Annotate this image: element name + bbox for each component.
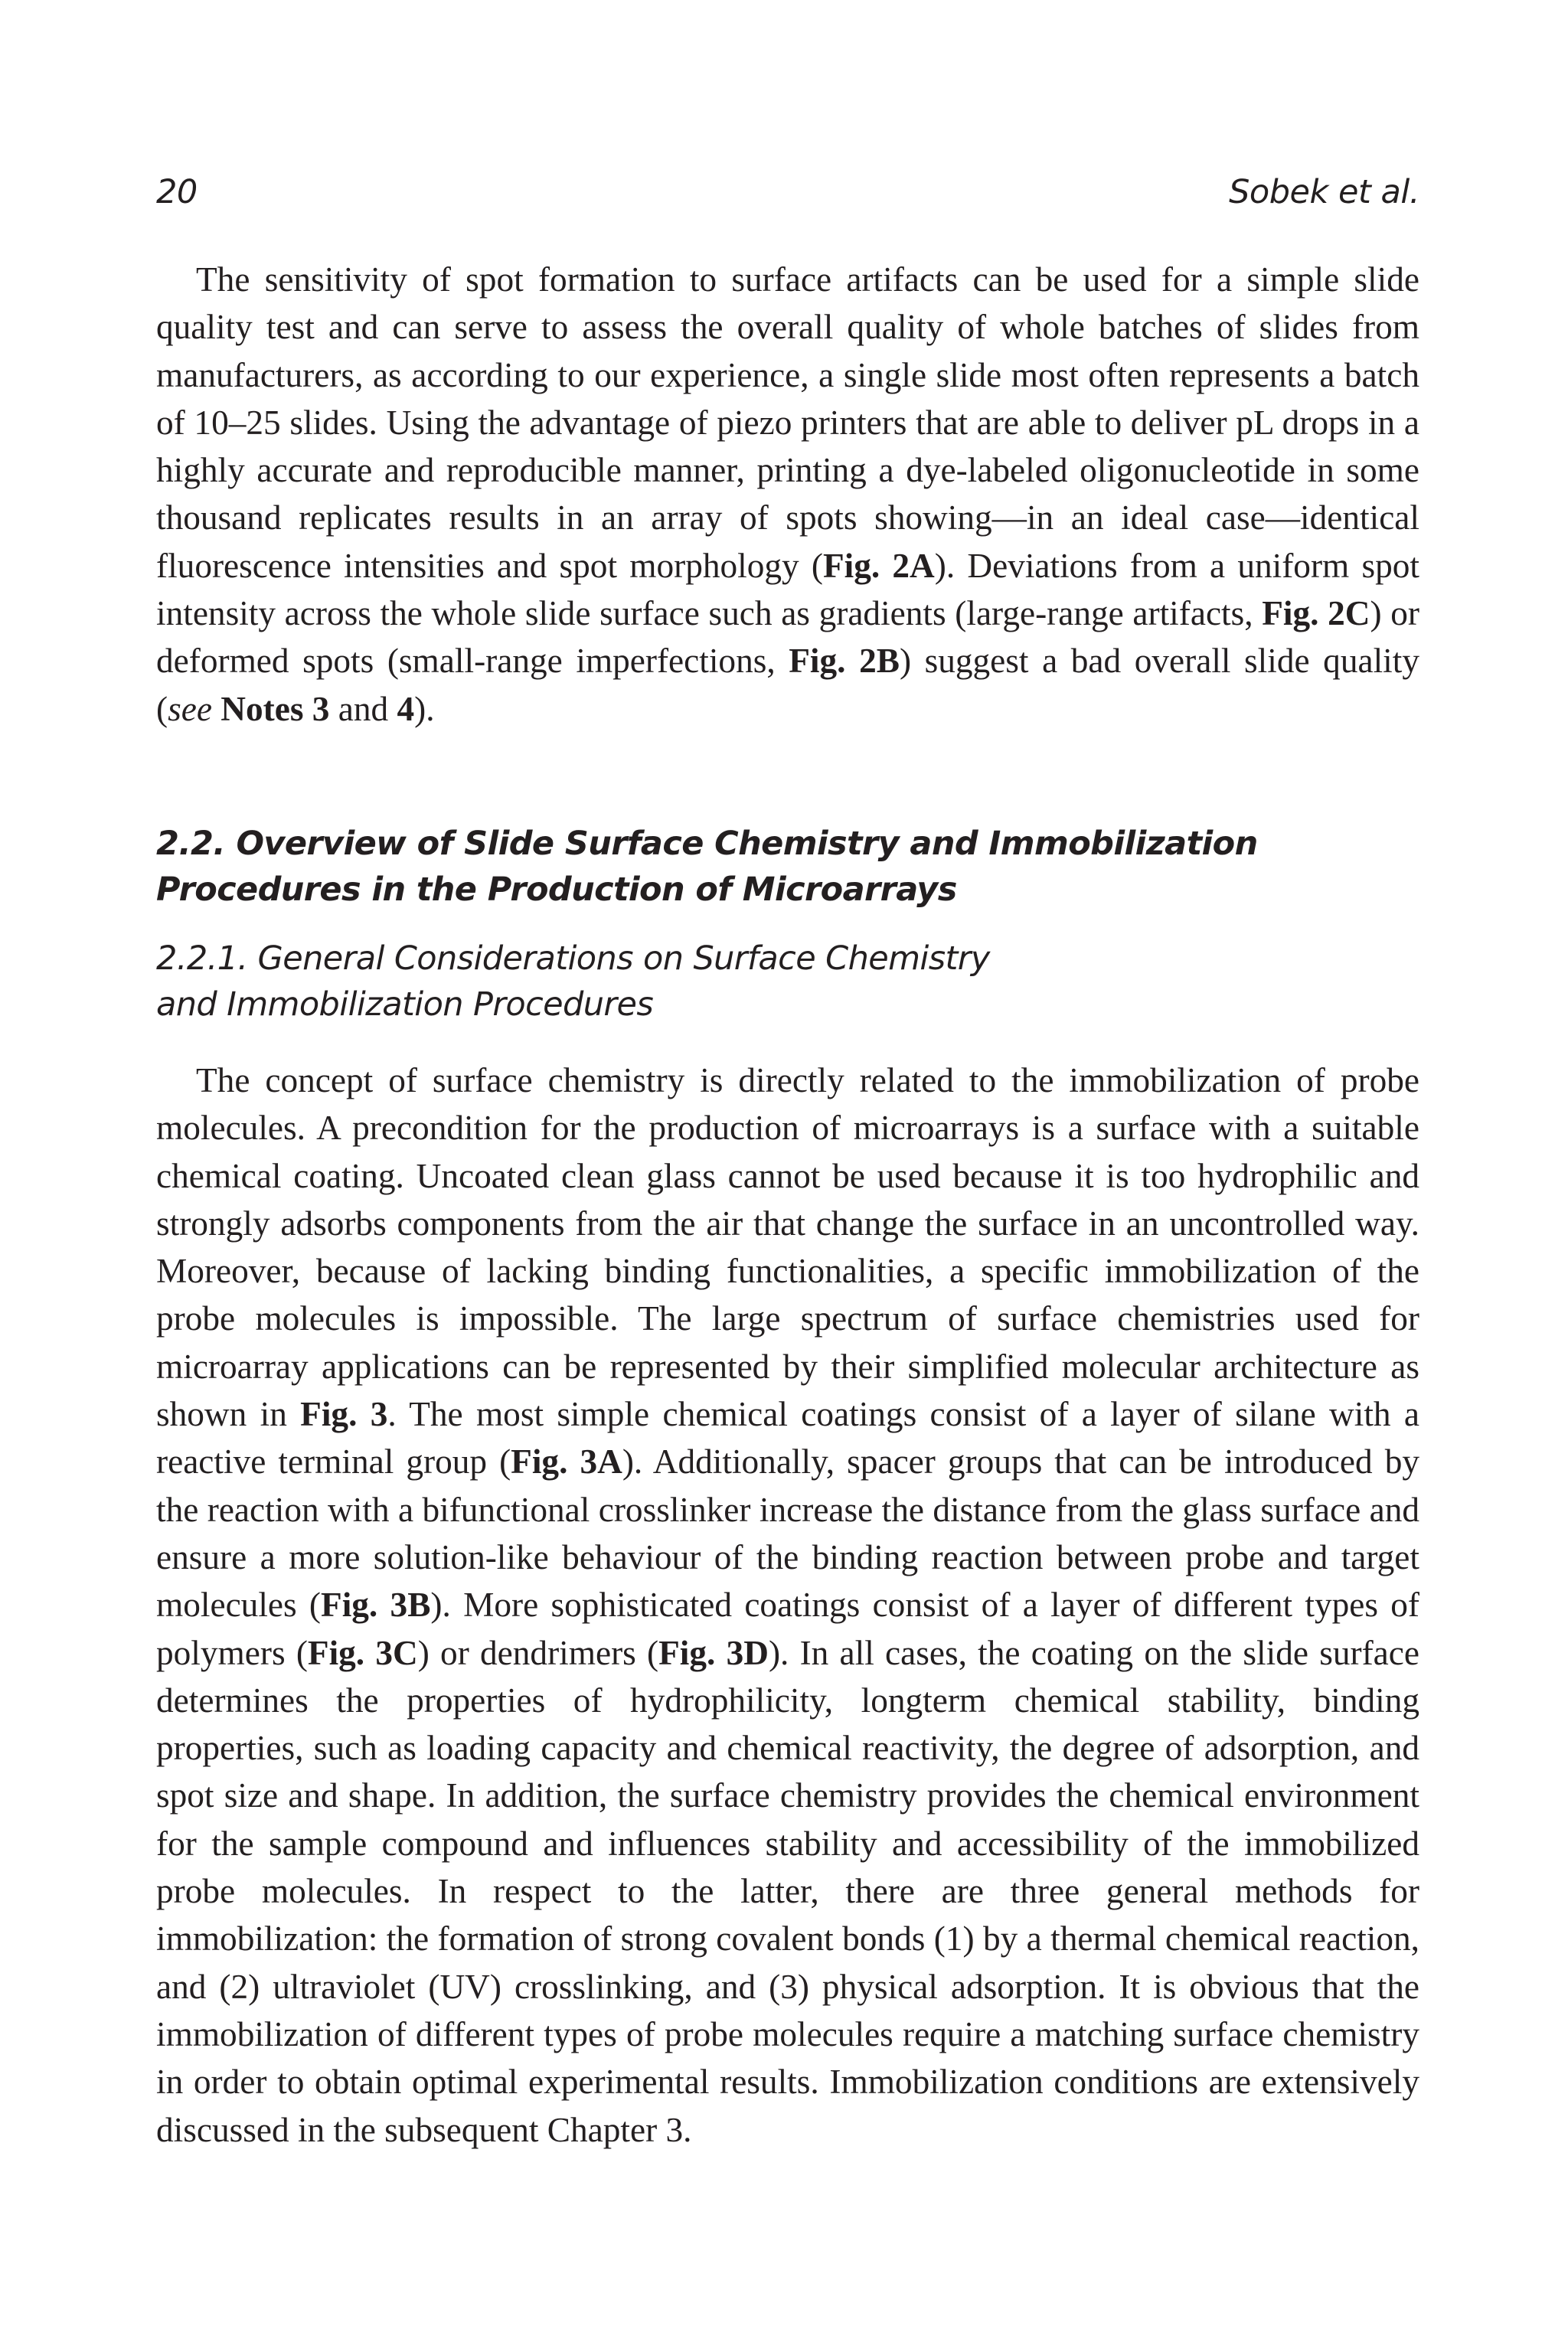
text-run: The sensitivity of spot formation to surface artifacts can be used for a simple slide quality test and can serve to assess the overall quality of whole batches of slides from manufacturers, as according to our experience, a single slide most often represents a batch of 10–25 slides. Using the advantage of piezo printers that are able to deliver pL drops in a highly accurate and reproducible manner, printing a dye-labeled oligonucleotide in some thousand replicates results in an array of spots showing—in an ideal case—identical fluorescence intensities and spot morphology ( [156, 260, 1419, 585]
figure-reference: Fig. 3C [307, 1633, 418, 1672]
paragraph-surface-chemistry [156, 1057, 1419, 2154]
figure-reference: Notes 3 [220, 689, 330, 728]
text-run: ). [414, 689, 435, 728]
text-run: ). More sophisticated coatings consist of a layer of different types of polymers ( [156, 1586, 1419, 1672]
figure-reference: Fig. 3B [321, 1586, 431, 1625]
section-heading-line-1: 2.2. Overview of Slide Surface Chemistry and Immobilization [156, 825, 1258, 863]
text-run: ) or dendrimers ( [417, 1633, 659, 1672]
running-head-authors: Sobek et al. [1229, 173, 1419, 211]
figure-reference: Fig. 3 [300, 1395, 388, 1434]
figure-reference: Fig. 2B [789, 642, 900, 681]
text-run: ) or deformed spots (small-range imperfections, [156, 594, 1419, 681]
text-run: ). Deviations from a uniform spot intensity across the whole slide surface such as gradients (large-range artifacts, [156, 546, 1419, 633]
figure-reference: Fig. 3D [658, 1633, 769, 1672]
subsection-heading [156, 936, 1419, 1027]
page-number: 20 [156, 173, 198, 211]
figure-reference: Fig. 2A [822, 546, 935, 585]
figure-reference: Fig. 2C [1262, 594, 1370, 633]
italic-text: see [168, 689, 212, 728]
section-heading-line-2: Procedures in the Production of Microarrays [156, 871, 957, 909]
text-run: ). Additionally, spacer groups that can be introduced by the reaction with a bifunctional crosslinker increase the distance from the glass surface and ensure a more solution-like behaviour of the binding reaction between probe and target molecules ( [156, 1442, 1419, 1625]
paragraph-slide-quality [156, 256, 1419, 733]
running-head [156, 173, 1419, 219]
text-run: The concept of surface chemistry is directly related to the immobilization of probe molecules. A precondition for the production of microarrays is a surface with a suitable chemical coating. Uncoated clean glass cannot be used because it is too hydrophilic and strongly adsorbs components from the air that change the surface in an uncontrolled way. Moreover, because of lacking binding functionalities, a specific immobilization of the probe molecules is impossible. The large spectrum of surface chemistries used for microarray applications can be represented by their simplified molecular architecture as shown in [156, 1061, 1419, 1434]
text-run: and [329, 689, 397, 728]
subsection-heading-line-1: 2.2.1. General Considerations on Surface Chemistry [156, 939, 990, 978]
figure-reference: 4 [397, 689, 415, 728]
text-run: ). In all cases, the coating on the slide surface determines the properties of hydrophilicity, longterm chemical stability, binding properties, such as loading capacity and chemical reactivity, the degree of adsorption, and spot size and shape. In addition, the surface chemistry provides the chemical environment for the sample compound and influences stability and accessibility of the immobilized probe molecules. In respect to the latter, there are three general methods for immobilization: the formation of strong covalent bonds (1) by a thermal chemical reaction, and (2) ultraviolet (UV) crosslinking, and (3) physical adsorption. It is obvious that the immobilization of different types of probe molecules require a matching surface chemistry in order to obtain optimal experimental results. Immobilization conditions are extensively discussed in the subsequent Chapter 3. [156, 1633, 1419, 2149]
subsection-heading-line-2: and Immobilization Procedures [156, 985, 654, 1024]
text-run [212, 690, 220, 728]
text-run: ) suggest a bad overall slide quality ( [156, 642, 1419, 728]
section-heading [156, 821, 1419, 913]
figure-reference: Fig. 3A [511, 1442, 622, 1481]
text-run: . The most simple chemical coatings consist of a layer of silane with a reactive terminal group ( [156, 1395, 1419, 1481]
